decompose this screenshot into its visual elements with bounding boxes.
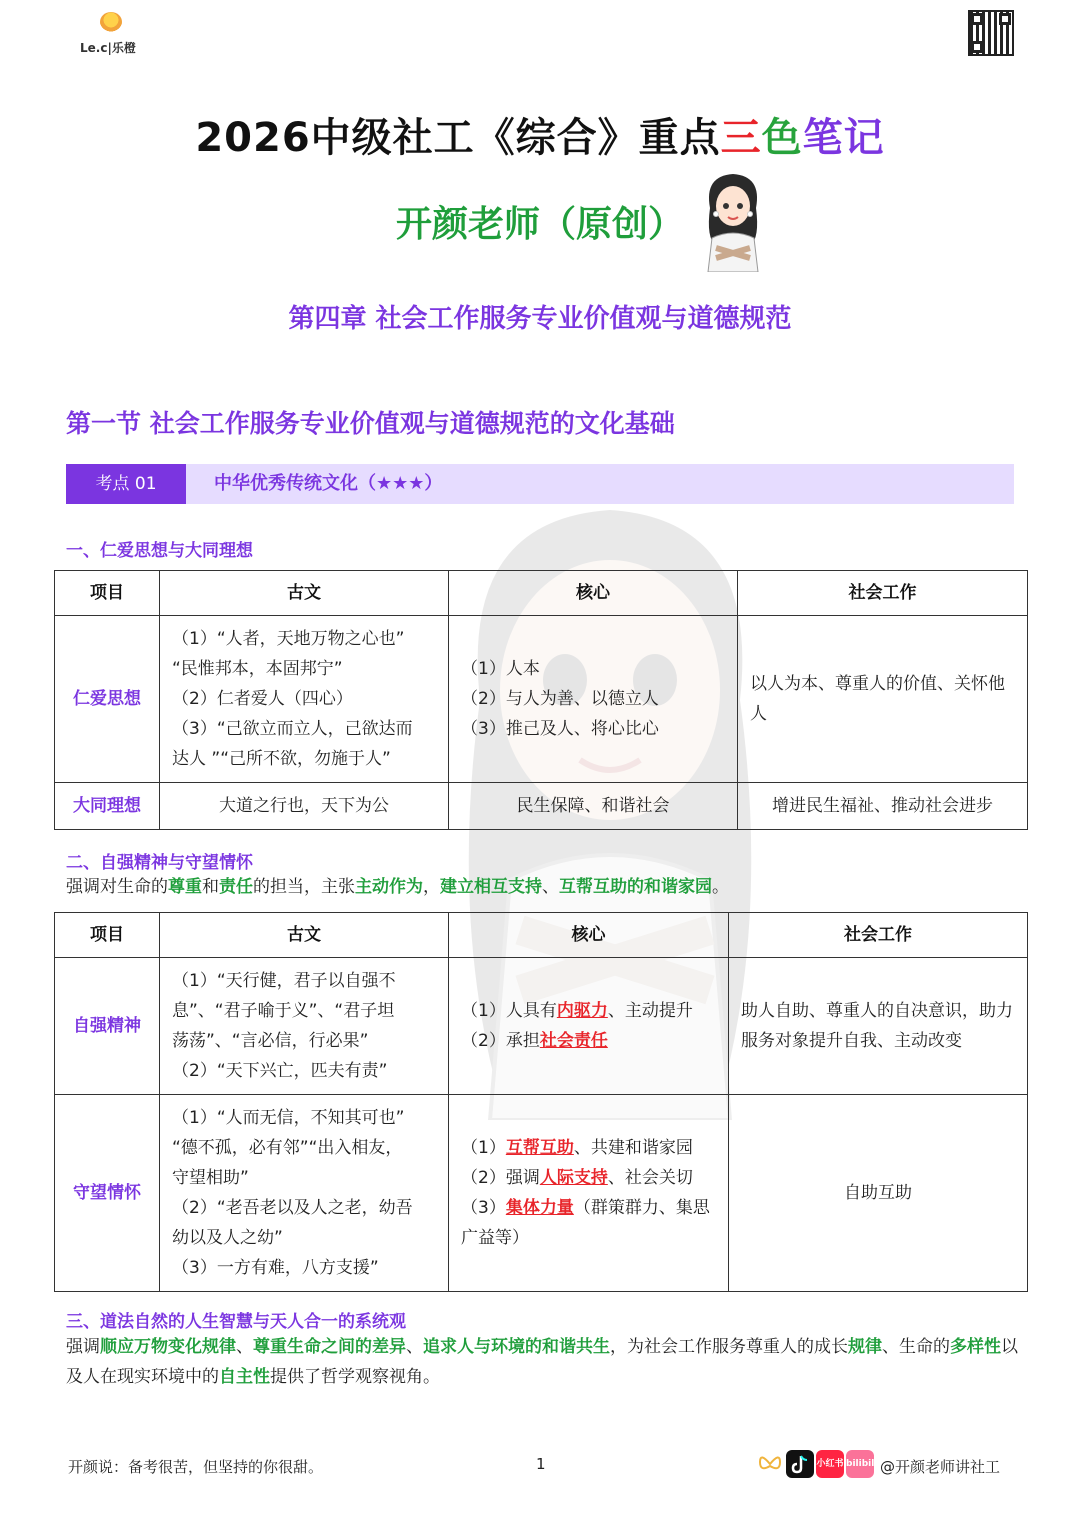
part2-heading: 二、自强精神与守望情怀 [66,853,253,873]
col-header: 核心 [449,571,738,616]
section-title: 第一节 社会工作服务专业价值观与道德规范的文化基础 [66,409,675,438]
row-label: 大同理想 [55,783,160,830]
shegong-cell: 助人自助、尊重人的自决意识，助力服务对象提升自我、主动改变 [729,958,1028,1095]
footer-handle: @开颜老师讲社工 [880,1458,1001,1476]
guwen-cell: 大道之行也，天下为公 [160,783,449,830]
shegong-cell: 以人为本、尊重人的价值、关怀他人 [738,616,1028,783]
col-header: 古文 [160,571,449,616]
table-row [55,958,1028,1095]
teacher-avatar-icon [694,168,772,272]
hexin-cell: （1）互帮互助、共建和谐家园 （2）强调人际支持、社会关切 （3）集体力量（群策群力、集思 广益等） [449,1095,729,1292]
col-header: 社会工作 [729,913,1028,958]
guwen-cell: （1）“人者，天地万物之心也” “民惟邦本，本固邦宁” （2）仁者爱人（四心） （3）“己欲立而立人，己欲达而 达人 ”“己所不欲，勿施于人” [160,616,449,783]
page-number: 1 [536,1455,546,1473]
part2-intro: 强调对生命的尊重和责任的担当，主张主动作为，建立相互支持、互帮互助的和谐家园。 [66,877,729,897]
col-header: 项目 [55,571,160,616]
col-header: 核心 [449,913,729,958]
tiktok-icon [786,1450,814,1478]
kaodian-label: 考点 01 [66,464,186,504]
author-line: 开颜老师（原创） [395,204,684,245]
table-header-row [55,913,1028,958]
table-row [55,616,1028,783]
part3-paragraph: 强调顺应万物变化规律、尊重生命之间的差异、追求人与环境的和谐共生，为社会工作服务尊重人的成长规律、生命的多样性以及人在现实环境中的自主性提供了哲学观察视角。 [66,1337,1018,1387]
logo-text: Le.c|乐橙 [80,41,136,55]
table-row [55,783,1028,830]
qr-code-icon [968,10,1014,56]
col-header: 古文 [160,913,449,958]
part1-heading: 一、仁爱思想与大同理想 [66,541,253,561]
table-part1 [54,570,1028,830]
row-label: 自强精神 [55,958,160,1095]
footer-slogan: 开颜说：备考很苦，但坚持的你很甜。 [68,1458,324,1476]
shegong-cell: 自助互助 [729,1095,1028,1292]
col-header: 项目 [55,913,160,958]
guwen-cell: （1）“天行健，君子以自强不 息”、“君子喻于义”、“君子坦 荡荡”、“言必信，行必果” （2）“天下兴亡，匹夫有责” [160,958,449,1095]
table-header-row [55,571,1028,616]
part3-heading: 三、道法自然的人生智慧与天人合一的系统观 [66,1312,406,1332]
xiaohongshu-icon: 小红书 [816,1450,844,1478]
kaodian-bar [66,464,1014,504]
chapter-title: 第四章 社会工作服务专业价值观与道德规范 [288,304,792,334]
orange-logo-icon [100,12,122,32]
shegong-cell: 增进民生福祉、推动社会进步 [738,783,1028,830]
page-title: 2026中级社工《综合》重点三色笔记 [195,115,885,161]
hexin-cell: 民生保障、和谐社会 [449,783,738,830]
brand-logo [80,12,150,58]
table-part2 [54,912,1028,1292]
table-row [55,1095,1028,1292]
guwen-cell: （1）“人而无信，不知其可也” “德不孤，必有邻”“出入相友， 守望相助” （2）“老吾老以及人之老，幼吾 幼以及人之幼” （3）一方有难，八方支援” [160,1095,449,1292]
hexin-cell: （1）人本 （2）与人为善、以德立人 （3）推己及人、将心比心 [449,616,738,783]
butterfly-icon [756,1450,784,1478]
row-label: 仁爱思想 [55,616,160,783]
bilibili-icon: bilibili [846,1450,874,1478]
kaodian-title: 中华优秀传统文化（★★★） [214,473,443,494]
col-header: 社会工作 [738,571,1028,616]
row-label: 守望情怀 [55,1095,160,1292]
hexin-cell: （1）人具有内驱力、主动提升 （2）承担社会责任 [449,958,729,1095]
